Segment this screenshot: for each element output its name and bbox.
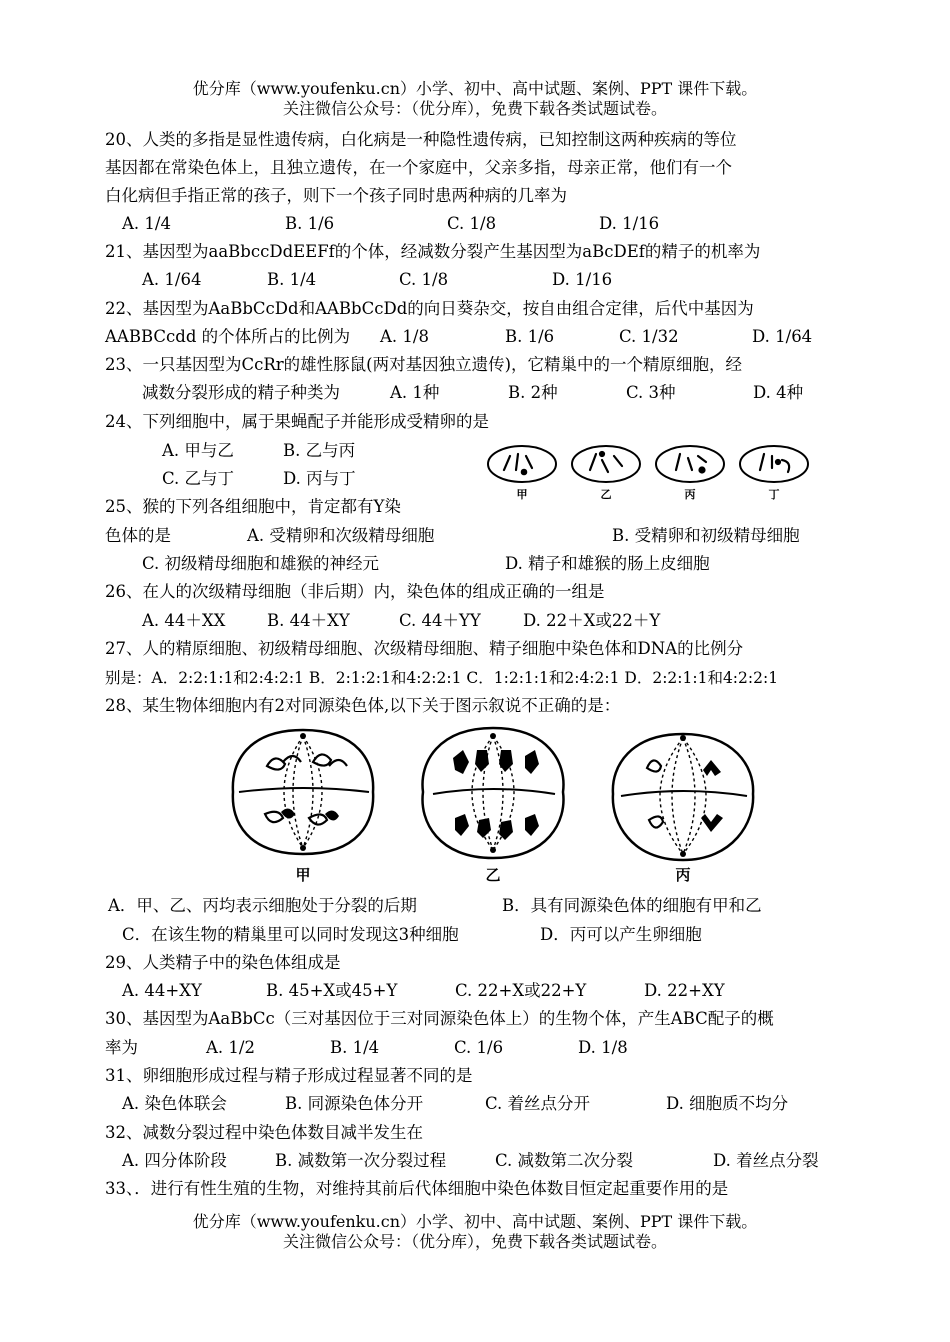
- question-24-option-b: B. 乙与丙: [283, 441, 356, 460]
- question-22-stem-2: AABBCcdd 的个体所占的比例为: [105, 327, 351, 346]
- question-22-option-b: B. 1/6: [505, 327, 555, 346]
- gamete-cell-jia: [488, 446, 556, 482]
- question-20-option-d: D. 1/16: [599, 214, 660, 233]
- question-31-option-b: B. 同源染色体分开: [285, 1094, 424, 1113]
- question-30-option-c: C. 1/6: [454, 1038, 504, 1057]
- question-29-option-a: A. 44+XY: [122, 981, 202, 1000]
- question-25-option-a: A. 受精卵和次级精母细胞: [247, 526, 435, 545]
- question-28-option-a: A．甲、乙、丙均表示细胞处于分裂的后期: [108, 896, 417, 915]
- question-21-option-c: C. 1/8: [399, 270, 449, 289]
- question-32-option-c: C. 减数第二次分裂: [495, 1151, 634, 1170]
- question-30-option-d: D. 1/8: [578, 1038, 628, 1057]
- question-20-option-a: A. 1/4: [122, 214, 171, 233]
- question-28-option-c: C．在该生物的精巢里可以同时发现这3种细胞: [122, 925, 459, 944]
- question-22-option-c: C. 1/32: [619, 327, 679, 346]
- meiosis-cell-bing: [613, 734, 753, 860]
- question-26-option-d: D. 22＋X或22＋Y: [523, 611, 661, 630]
- question-26-option-b: B. 44＋XY: [267, 611, 350, 630]
- question-25-stem-1: 25、猴的下列各组细胞中，肯定都有Y染: [105, 497, 401, 516]
- question-23-option-c: C. 3种: [626, 383, 676, 402]
- gamete-label-bing: 丙: [684, 488, 696, 501]
- question-25-option-b: B. 受精卵和初级精母细胞: [612, 526, 800, 545]
- gamete-label-yi: 乙: [600, 488, 612, 501]
- question-20-stem-1: 20、人类的多指是显性遗传病，白化病是一种隐性遗传病，已知控制这两种疾病的等位: [105, 130, 737, 149]
- question-24-option-a: A. 甲与乙: [162, 441, 234, 460]
- question-29-option-c: C. 22+X或22+Y: [455, 981, 587, 1000]
- meiosis-cell-yi: [423, 728, 564, 858]
- question-24-stem-1: 24、下列细胞中，属于果蝇配子并能形成受精卵的是: [105, 412, 489, 431]
- question-33-stem-1: 33、．进行有性生殖的生物，对维持其前后代体细胞中染色体数目恒定起重要作用的是: [105, 1179, 729, 1198]
- question-26-stem-1: 26、在人的次级精母细胞（非后期）内，染色体的组成正确的一组是: [105, 582, 605, 601]
- question-31-option-d: D. 细胞质不均分: [666, 1094, 789, 1113]
- question-22-option-a: A. 1/8: [380, 327, 429, 346]
- question-32-option-b: B. 减数第一次分裂过程: [275, 1151, 447, 1170]
- question-32-option-a: A. 四分体阶段: [122, 1151, 227, 1170]
- question-23-option-a: A. 1种: [390, 383, 440, 402]
- question-23-option-d: D. 4种: [753, 383, 804, 402]
- question-29-option-d: D. 22+XY: [644, 981, 725, 1000]
- question-30-stem-2: 率为: [105, 1038, 138, 1057]
- question-31-option-a: A. 染色体联会: [122, 1094, 227, 1113]
- page-footer-line-1: 优分库（www.youfenku.cn）小学、初中、高中试题、案例、PPT 课件下载。: [192, 1212, 758, 1231]
- question-21-option-b: B. 1/4: [267, 270, 317, 289]
- question-22-stem-1: 22、基因型为AaBbCcDd和AABbCcDd的向日葵杂交，按自由组合定律，后代中基因为: [105, 299, 754, 318]
- question-23-stem-1: 23、一只基因型为CcRr的雄性豚鼠(两对基因独立遗传)，它精巢中的一个精原细胞，经: [105, 355, 743, 374]
- question-20-option-c: C. 1/8: [447, 214, 497, 233]
- question-31-option-c: C. 着丝点分开: [485, 1094, 591, 1113]
- question-21-option-d: D. 1/16: [552, 270, 613, 289]
- meiosis-label-jia: 甲: [295, 866, 311, 884]
- question-26-option-c: C. 44＋YY: [399, 611, 481, 630]
- question-24-option-d: D. 丙与丁: [283, 469, 356, 488]
- question-23-stem-2: 减数分裂形成的精子种类为: [142, 383, 340, 402]
- question-30-stem-1: 30、基因型为AaBbCc（三对基因位于三对同源染色体上）的生物个体，产生ABC配子的概: [105, 1009, 774, 1028]
- question-32-stem-1: 32、减数分裂过程中染色体数目减半发生在: [105, 1123, 423, 1142]
- meiosis-figure: [225, 722, 725, 882]
- meiosis-cell-jia: [233, 730, 373, 854]
- question-28-option-b: B．具有同源染色体的细胞有甲和乙: [502, 896, 762, 915]
- gamete-cell-yi: [572, 446, 640, 482]
- fruitfly-gamete-figure: [480, 440, 820, 502]
- question-31-stem-1: 31、卵细胞形成过程与精子形成过程显著不同的是: [105, 1066, 473, 1085]
- question-20-stem-2: 基因都在常染色体上，且独立遗传，在一个家庭中，父亲多指，母亲正常，他们有一个: [105, 158, 732, 177]
- question-21-option-a: A. 1/64: [142, 270, 202, 289]
- gamete-label-jia: 甲: [516, 488, 528, 501]
- question-22-option-d: D. 1/64: [752, 327, 813, 346]
- question-27-stem-1: 27、人的精原细胞、初级精母细胞、次级精母细胞、精子细胞中染色体和DNA的比例分: [105, 639, 744, 658]
- question-25-option-d: D. 精子和雄猴的肠上皮细胞: [505, 554, 710, 573]
- question-29-stem-1: 29、人类精子中的染色体组成是: [105, 953, 341, 972]
- question-25-option-c: C. 初级精母细胞和雄猴的神经元: [142, 554, 380, 573]
- gamete-label-ding: 丁: [768, 488, 780, 501]
- page-footer-line-2: 关注微信公众号：（优分库），免费下载各类试题试卷。: [282, 1232, 667, 1251]
- question-21-stem-1: 21、基因型为aaBbccDdEEFf的个体，经减数分裂产生基因型为aBcDEf的精子的机率为: [105, 242, 761, 261]
- question-28-stem-1: 28、某生物体细胞内有2对同源染色体,以下关于图示叙说不正确的是：: [105, 696, 621, 715]
- question-30-option-a: A. 1/2: [206, 1038, 255, 1057]
- question-20-option-b: B. 1/6: [285, 214, 335, 233]
- question-27-stem-2: 别是：A．2:2:1:1和2:4:2:1 B．2:1:2:1和4:2:2:1 C．1:2:1:1和2:4:2:1 D．2:2:1:1和4:2:2:1: [105, 669, 779, 687]
- gamete-cell-ding: [740, 446, 808, 482]
- question-25-stem-2: 色体的是: [105, 526, 171, 545]
- meiosis-label-bing: 丙: [675, 866, 691, 884]
- page-header-line-1: 优分库（www.youfenku.cn）小学、初中、高中试题、案例、PPT 课件下载。: [192, 79, 758, 98]
- question-28-option-d: D．丙可以产生卵细胞: [540, 925, 702, 944]
- question-32-option-d: D. 着丝点分裂: [713, 1151, 819, 1170]
- meiosis-label-yi: 乙: [485, 866, 501, 884]
- question-29-option-b: B. 45+X或45+Y: [266, 981, 398, 1000]
- question-24-option-c: C. 乙与丁: [162, 469, 235, 488]
- question-30-option-b: B. 1/4: [330, 1038, 380, 1057]
- page-header-line-2: 关注微信公众号：（优分库），免费下载各类试题试卷。: [282, 99, 667, 118]
- question-26-option-a: A. 44＋XX: [142, 611, 226, 630]
- question-23-option-b: B. 2种: [508, 383, 558, 402]
- question-20-stem-3: 白化病但手指正常的孩子，则下一个孩子同时患两种病的几率为: [105, 186, 567, 205]
